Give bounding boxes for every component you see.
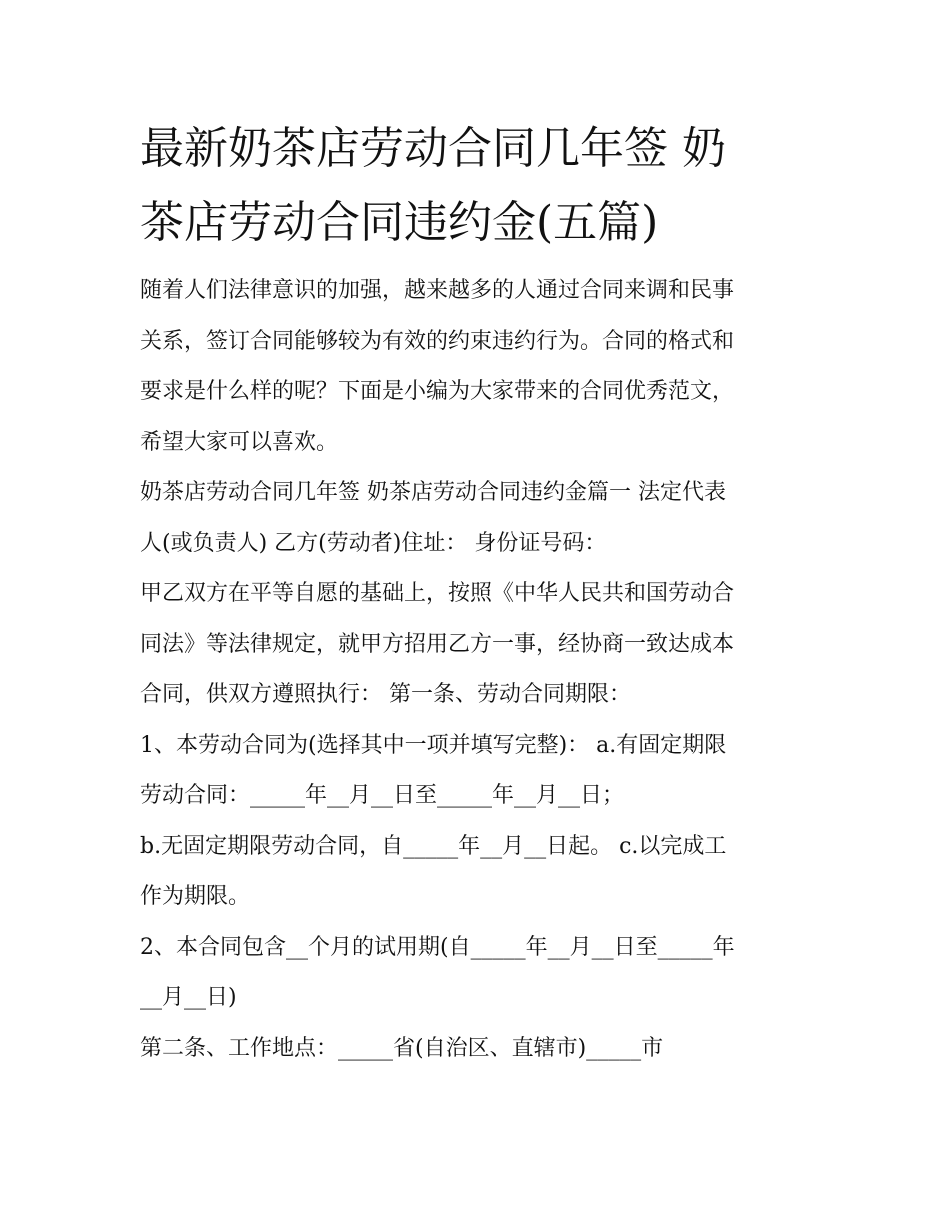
- text-line: 要求是什么样的呢？下面是小编为大家带来的合同优秀范文，: [140, 379, 735, 404]
- text-line: 甲乙双方在平等自愿的基础上，按照《中华人民共和国劳动合: [140, 581, 735, 606]
- text-line: 2、本合同包含__个月的试用期(自_____年__月__日至_____年: [140, 934, 735, 960]
- document-page: [140, 112, 812, 1074]
- text-line: 劳动合同：_____年__月__日至_____年__月__日；: [140, 783, 625, 808]
- text-line: 希望大家可以喜欢。: [140, 429, 339, 455]
- text-line: 关系，签订合同能够较为有效的约束违约行为。合同的格式和: [140, 328, 735, 354]
- text-line: b.无固定期限劳动合同，自_____年__月__日起。 c.以完成工: [140, 833, 727, 859]
- document-title: [140, 112, 812, 260]
- text-line: 合同，供双方遵照执行： 第一条、劳动合同期限：: [140, 682, 631, 707]
- clause-2-paragraph: [140, 923, 812, 1024]
- section-heading-paragraph: [140, 468, 812, 569]
- article-2-paragraph: [140, 1024, 812, 1075]
- clause-1-paragraph: [140, 721, 812, 822]
- clause-1b-paragraph: [140, 822, 812, 923]
- text-line: 第二条、工作地点：_____省(自治区、直辖市)_____市: [140, 1035, 664, 1061]
- text-line: 奶茶店劳动合同几年签 奶茶店劳动合同违约金篇一 法定代表: [140, 480, 726, 505]
- text-line: 作为期限。: [140, 884, 251, 909]
- preamble-paragraph: [140, 569, 812, 721]
- text-line: __月__日): [140, 985, 237, 1010]
- title-line-1: 最新奶茶店劳动合同几年签 奶: [140, 123, 726, 174]
- intro-paragraph: [140, 266, 812, 468]
- text-line: 随着人们法律意识的加强，越来越多的人通过合同来调和民事: [140, 278, 735, 303]
- text-line: 同法》等法律规定，就甲方招用乙方一事，经协商一致达成本: [140, 631, 735, 657]
- text-line: 1、本劳动合同为(选择其中一项并填写完整)： a.有固定期限: [140, 732, 727, 758]
- title-line-2: 茶店劳动合同违约金(五篇): [140, 197, 659, 248]
- text-line: 人(或负责人) 乙方(劳动者)住址： 身份证号码：: [140, 530, 607, 556]
